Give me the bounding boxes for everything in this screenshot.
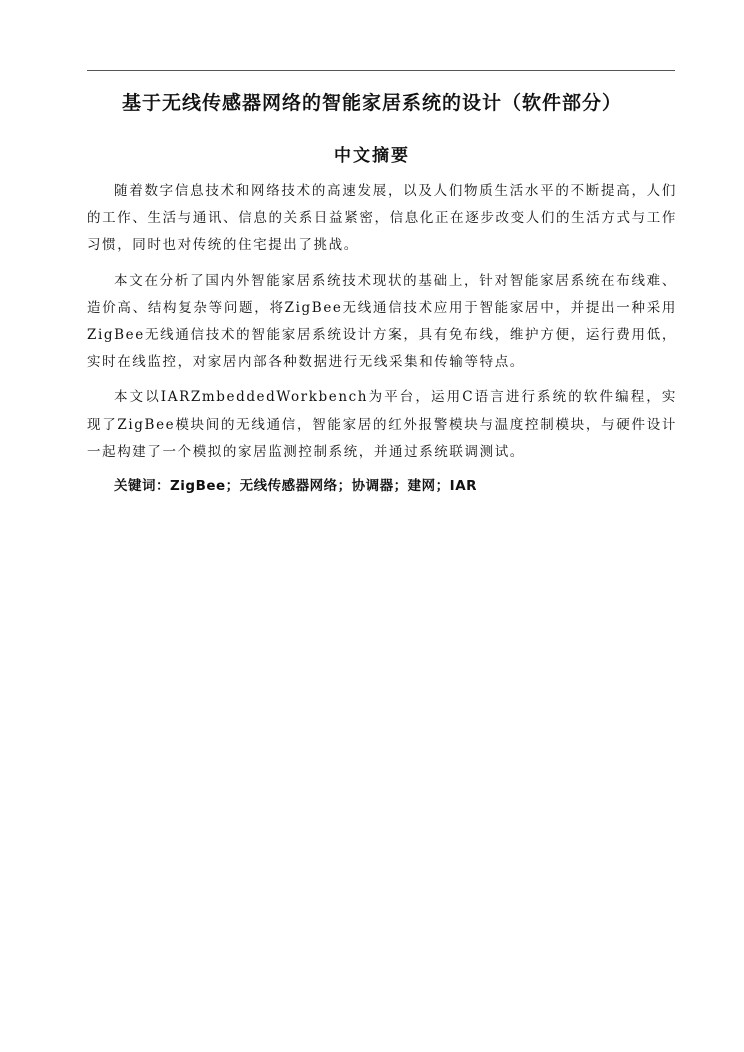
abstract-paragraph-3: 本文以IARZmbeddedWorkbench为平台，运用C语言进行系统的软件编程，实现了ZigBee模块间的无线通信，智能家居的红外报警模块与温度控制模块，与硬件设计一起构建了一个模拟的家居监测控制系统，并通过系统联调测试。 — [87, 389, 677, 460]
document-title: 基于无线传感器网络的智能家居系统的设计（软件部分） — [121, 92, 622, 114]
keywords-line: 关键词：ZigBee；无线传感器网络；协调器；建网；IAR — [114, 478, 478, 495]
abstract-heading: 中文摘要 — [334, 146, 410, 166]
abstract-body — [87, 178, 677, 498]
abstract-paragraph-2: 本文在分析了国内外智能家居系统技术现状的基础上，针对智能家居系统在布线难、造价高、结构复杂等问题，将ZigBee无线通信技术应用于智能家居中，并提出一种采用ZigBee无线通信技术的智能家居系统设计方案，具有免布线，维护方便，运行费用低，实时在线监控，对家居内部各种数据进行无线采集和传输等特点。 — [87, 272, 677, 371]
abstract-paragraph-1: 随着数字信息技术和网络技术的高速发展，以及人们物质生活水平的不断提高，人们的工作、生活与通讯、信息的关系日益紧密，信息化正在逐步改变人们的生活方式与工作习惯，同时也对传统的住宅提出了挑战。 — [87, 183, 677, 254]
header-rule — [87, 70, 675, 71]
